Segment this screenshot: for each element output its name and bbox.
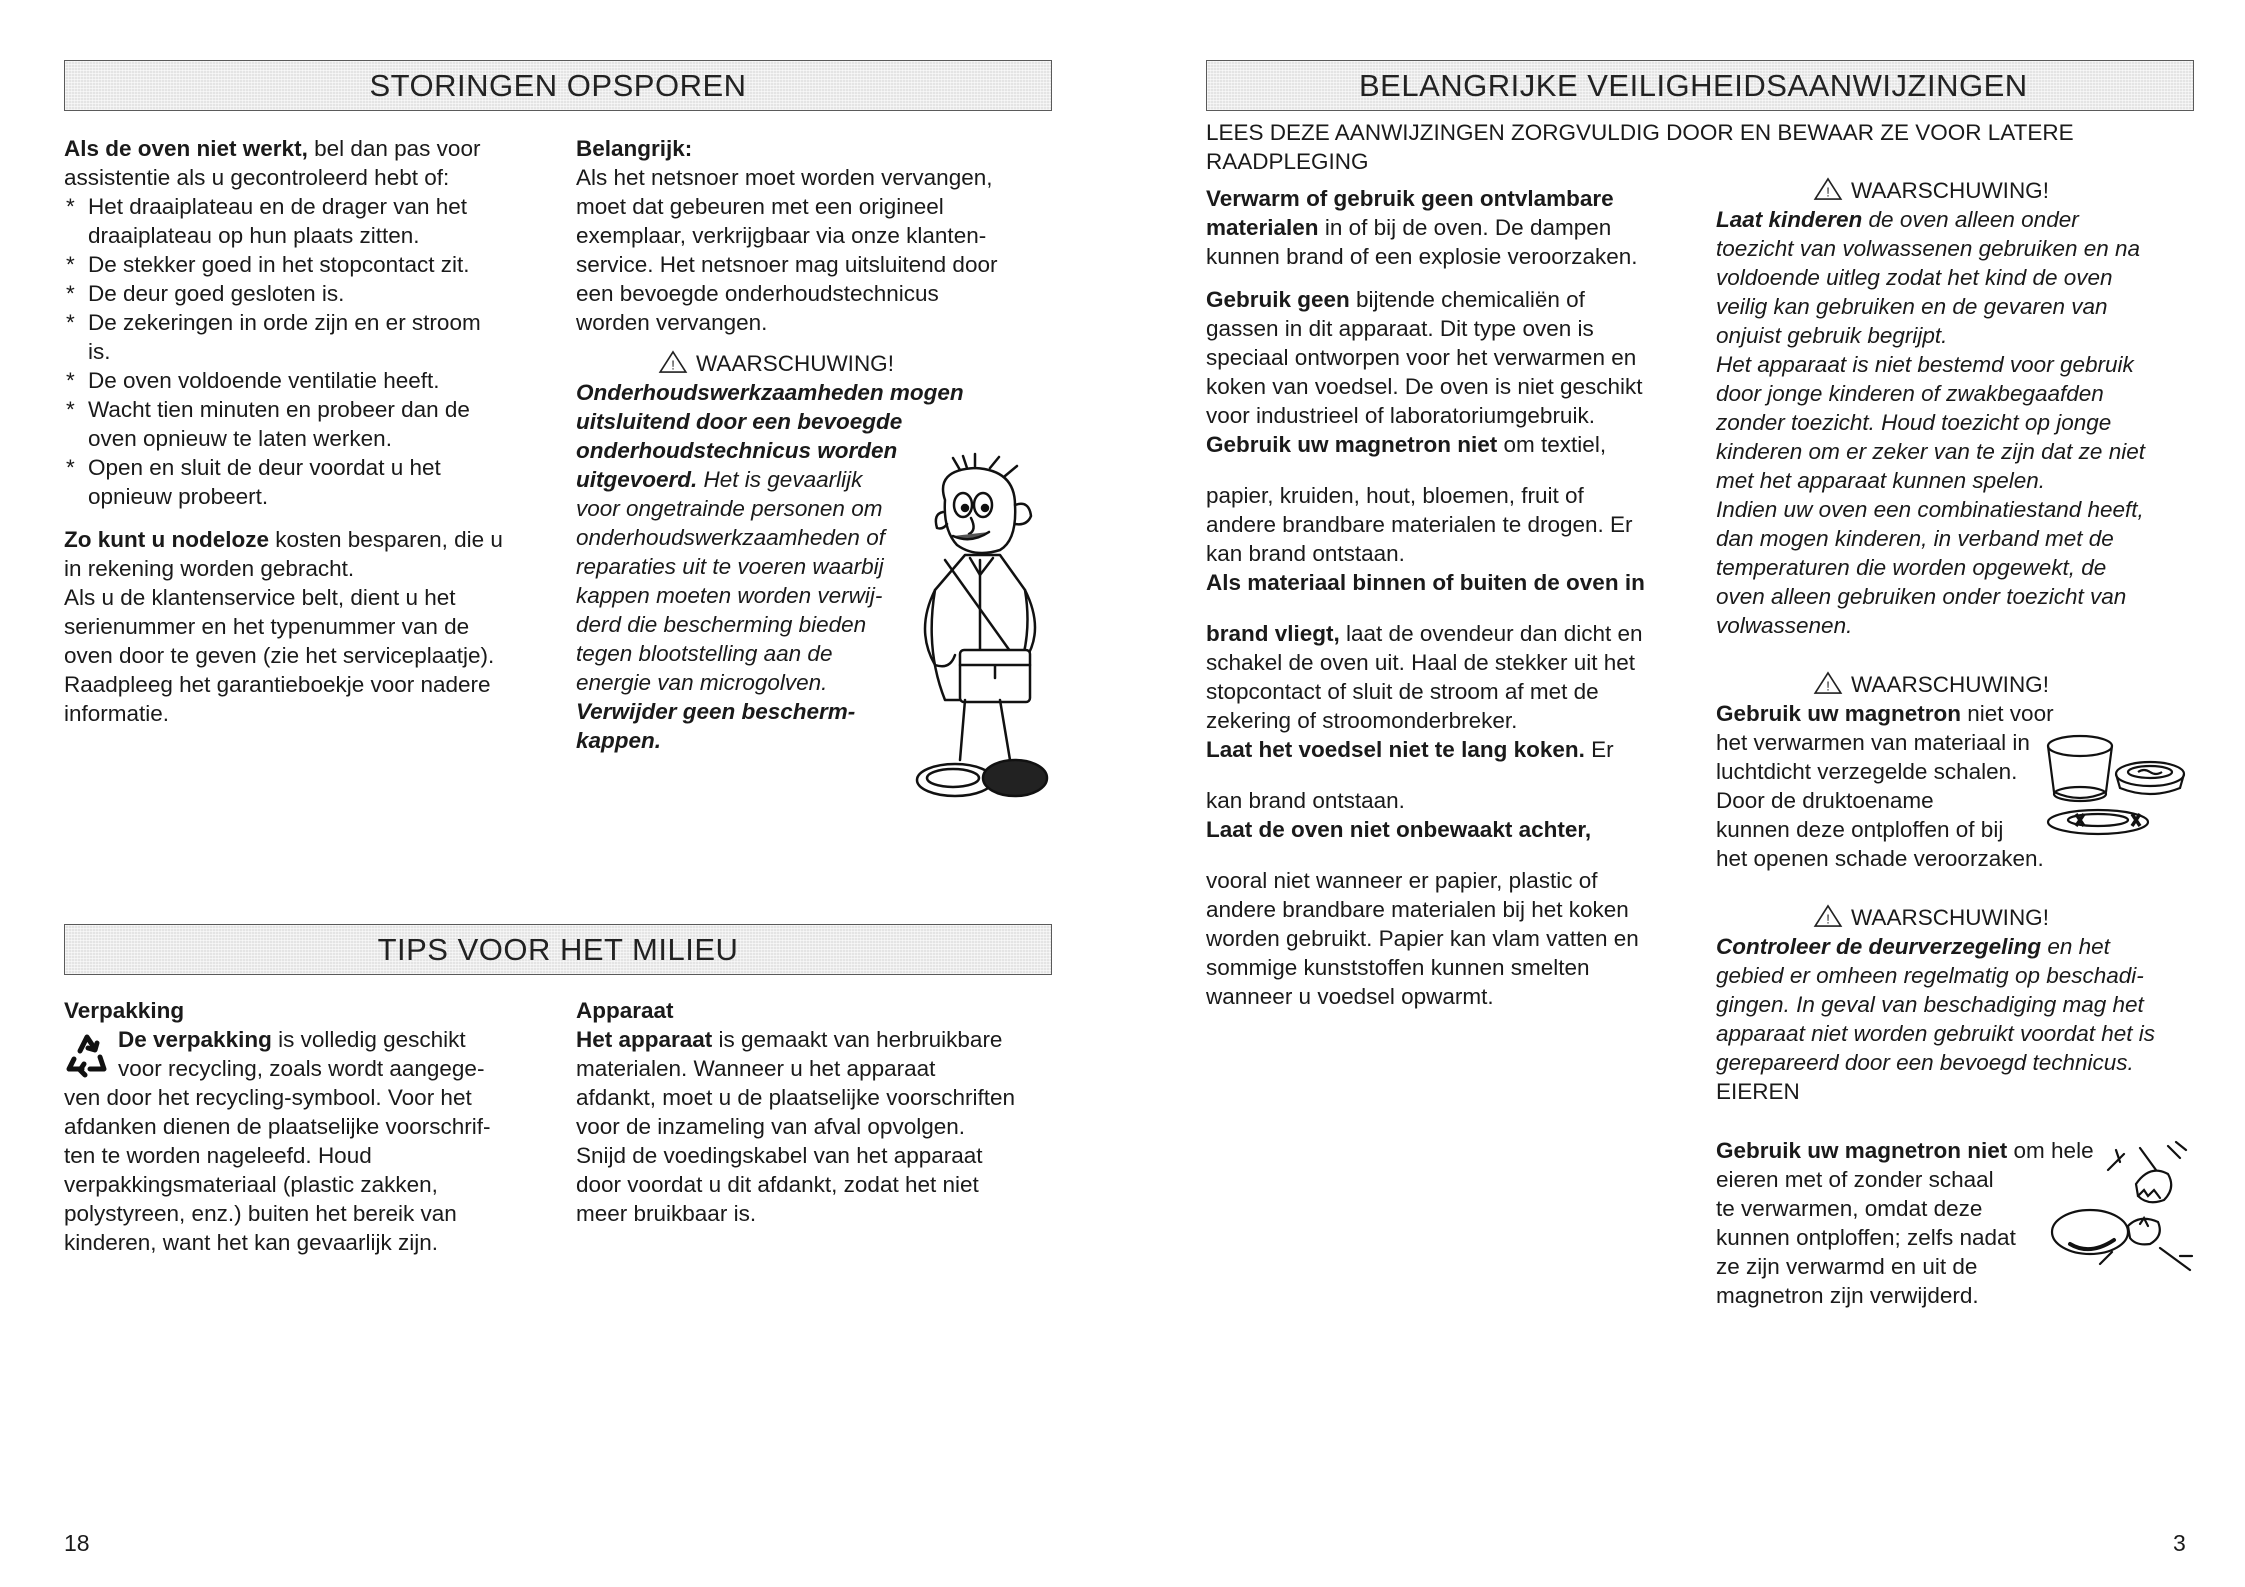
w2-line: het openen schade veroorzaken. — [1716, 846, 2044, 871]
checklist-item — [64, 279, 554, 308]
p4-paragraph — [1206, 648, 1696, 735]
warning-heading-3 — [1716, 903, 2146, 932]
verpakking-line: verpakkingsmateriaal (plastic zakken, — [64, 1172, 438, 1197]
checklist-item-line: De zekeringen in orde zijn en er stroom — [88, 310, 481, 335]
p3-line: andere brandbare materialen te drogen. Er — [1206, 512, 1633, 537]
p6-line: worden gebruikt. Papier kan vlam vatten en — [1206, 926, 1639, 951]
p2-line: voor industrieel of laboratoriumgebruik. — [1206, 403, 1595, 428]
p1-rest: in of bij de oven. De dampen — [1318, 215, 1612, 240]
intro-rest: bel dan pas voor — [307, 136, 481, 161]
apparaat-line: Snijd de voedingskabel van het apparaat — [576, 1143, 983, 1168]
svg-text:!: ! — [671, 357, 675, 373]
banner-belangrijke-veiligheidsaanwijzingen: BELANGRIJKE VEILIGHEIDSAANWIJZINGEN — [1206, 60, 2194, 111]
p3-paragraph — [1206, 481, 1696, 568]
warning-heading — [576, 349, 976, 378]
warning-italic-line: voor ongetrainde personen om — [576, 496, 883, 521]
p5-bold: Laat het voedsel niet te lang koken. — [1206, 737, 1585, 762]
eggs-line: kunnen ontploffen; zelfs nadat — [1716, 1225, 2016, 1250]
warning-label: WAARSCHUWING! — [696, 351, 894, 376]
p4-bold-line2: brand vliegt, — [1206, 621, 1340, 646]
w3-line: gerepareerd door een bevoegd technicus. — [1716, 1050, 2134, 1075]
intro-line: RAADPLEGING — [1206, 149, 1369, 174]
warning-bold-inline: uitgevoerd. — [576, 467, 698, 492]
milieu-column-1 — [64, 996, 564, 1257]
p1-bold-line2: materialen — [1206, 215, 1319, 240]
checklist-item-line: draaiplateau op hun plaats zitten. — [88, 223, 420, 248]
storingen-column-1 — [64, 134, 554, 728]
warning-heading-1 — [1716, 176, 2146, 205]
costs-line: serienummer en het typenummer van de — [64, 614, 470, 639]
belangrijk-line: exemplaar, verkrijgbaar via onze klanten- — [576, 223, 987, 248]
p2-paragraph — [1206, 314, 1696, 430]
intro-bold: Als de oven niet werkt, — [64, 136, 308, 161]
w1-paragraph — [1716, 234, 2196, 640]
costs-line: informatie. — [64, 701, 170, 726]
p2-line: koken van voedsel. De oven is niet geschikt — [1206, 374, 1643, 399]
bullet-asterisk: * — [66, 310, 75, 335]
checklist-item — [64, 453, 554, 511]
w2-line: Door de druktoename — [1716, 788, 1934, 813]
warning-heading-2 — [1716, 670, 2146, 699]
w1-line: dan mogen kinderen, in verband met de — [1716, 526, 2114, 551]
p4-bold-line1: Als materiaal binnen of buiten de oven in — [1206, 570, 1645, 595]
checklist-item — [64, 395, 554, 453]
banner-tips-voor-het-milieu: TIPS VOOR HET MILIEU — [64, 924, 1052, 975]
w1-bold: Laat kinderen — [1716, 207, 1863, 232]
svg-text:!: ! — [1826, 184, 1830, 200]
warning-italic-line: kappen moeten worden verwij- — [576, 583, 883, 608]
p2-bold: Gebruik geen — [1206, 287, 1350, 312]
svg-text:!: ! — [1826, 678, 1830, 694]
warning-triangle-icon — [1813, 672, 1843, 694]
costs-rest: kosten besparen, die u — [268, 527, 503, 552]
checklist-item-line: oven opnieuw te laten werken. — [88, 426, 392, 451]
p2-line: speciaal ontworpen voor het verwarmen en — [1206, 345, 1637, 370]
p3-line: papier, kruiden, hout, bloemen, fruit of — [1206, 483, 1584, 508]
w3-rest: en het — [2041, 934, 2110, 959]
costs-line: oven door te geven (zie het serviceplaatje). — [64, 643, 495, 668]
apparaat-paragraph — [576, 1054, 1056, 1228]
p4-line: schakel de oven uit. Haal de stekker uit het — [1206, 650, 1635, 675]
verpakking-line: afdanken dienen de plaatselijke voorschrif- — [64, 1114, 491, 1139]
warning-bold-text — [576, 378, 1056, 465]
warning-italic-line: onderhoudswerkzaamheden of — [576, 525, 885, 550]
verpakking-paragraph — [64, 1083, 564, 1257]
eggs-line: magnetron zijn verwijderd. — [1716, 1283, 1979, 1308]
apparaat-line: afdankt, moet u de plaatselijke voorschriften — [576, 1085, 1015, 1110]
p3-bold: Gebruik uw magnetron niet — [1206, 432, 1498, 457]
verpakking-rest: is volledig geschikt — [271, 1027, 466, 1052]
w3-paragraph — [1716, 961, 2196, 1077]
w1-line: temperaturen die worden opgewekt, de — [1716, 555, 2107, 580]
w1-line: oven alleen gebruiken onder toezicht van — [1716, 584, 2127, 609]
costs-line: Als u de klantenservice belt, dient u het — [64, 585, 456, 610]
p6-line: vooral niet wanneer er papier, plastic of — [1206, 868, 1598, 893]
w1-line: kinderen om er zeker van te zijn dat ze niet — [1716, 439, 2145, 464]
p4-line: stopcontact of sluit de stroom af met de — [1206, 679, 1599, 704]
p4-line: zekering of stroomonderbreker. — [1206, 708, 1518, 733]
bullet-asterisk: * — [66, 455, 75, 480]
costs-paragraph — [64, 554, 554, 728]
w2-line: luchtdicht verzegelde schalen. — [1716, 759, 2018, 784]
bullet-asterisk: * — [66, 397, 75, 422]
p1-line3: kunnen brand of een explosie veroorzaken. — [1206, 244, 1638, 269]
warning-label: WAARSCHUWING! — [1851, 672, 2049, 697]
w2-line: het verwarmen van materiaal in — [1716, 730, 2030, 755]
warning-italic-line: reparaties uit te voeren waarbij — [576, 554, 884, 579]
belangrijk-line: service. Het netsnoer mag uitsluitend door — [576, 252, 998, 277]
belangrijk-title: Belangrijk: — [576, 136, 693, 161]
warning-end-line: kappen. — [576, 728, 662, 753]
belangrijk-line: moet dat gebeuren met een origineel — [576, 194, 944, 219]
w1-line: zonder toezicht. Houd toezicht op jonge — [1716, 410, 2112, 435]
checklist-item — [64, 192, 554, 250]
w1-line: met het apparaat kunnen spelen. — [1716, 468, 2045, 493]
checklist-item-line: De stekker goed in het stopcontact zit. — [88, 252, 470, 277]
eggs-line: te verwarmen, omdat deze — [1716, 1196, 1983, 1221]
sealed-containers-illustration — [2038, 722, 2188, 842]
apparaat-rest: is gemaakt van herbruikbare — [712, 1027, 1003, 1052]
warning-triangle-icon — [1813, 178, 1843, 200]
w1-line: volwassenen. — [1716, 613, 1853, 638]
bullet-asterisk: * — [66, 281, 75, 306]
warning-italic-line: derd die bescherming bieden — [576, 612, 867, 637]
bullet-asterisk: * — [66, 252, 75, 277]
p6-line: sommige kunststoffen kunnen smelten — [1206, 955, 1590, 980]
svg-text:!: ! — [1826, 911, 1830, 927]
eggs-line: ze zijn verwarmd en uit de — [1716, 1254, 1978, 1279]
p6-paragraph — [1206, 866, 1696, 1011]
verpakking-title: Verpakking — [64, 998, 185, 1023]
w1-line: Indien uw oven een combinatiestand heeft, — [1716, 497, 2144, 522]
checklist-item-line: De deur goed gesloten is. — [88, 281, 345, 306]
p3-line: kan brand ontstaan. — [1206, 541, 1405, 566]
checklist-item-line: opnieuw probeert. — [88, 484, 269, 509]
belangrijk-line: Als het netsnoer moet worden vervangen, — [576, 165, 993, 190]
warning-triangle-icon — [1813, 905, 1843, 927]
checklist-item — [64, 308, 554, 366]
apparaat-line: meer bruikbaar is. — [576, 1201, 757, 1226]
warning-italic-inline: Het is gevaarlijk — [697, 467, 863, 492]
intro-line: LEES DEZE AANWIJZINGEN ZORGVULDIG DOOR EN BEWAAR ZE VOOR LATERE — [1206, 120, 2074, 145]
checklist-item — [64, 250, 554, 279]
checklist-item-line: Het draaiplateau en de drager van het — [88, 194, 468, 219]
p2-rest: bijtende chemicaliën of — [1349, 287, 1585, 312]
checklist-item-line: De oven voldoende ventilatie heeft. — [88, 368, 440, 393]
verpakking-bold: De verpakking — [118, 1027, 272, 1052]
w2-line: kunnen deze ontploffen of bij — [1716, 817, 2004, 842]
verpakking-line-2: voor recycling, zoals wordt aangege- — [118, 1056, 485, 1081]
page-number-right: 3 — [2173, 1530, 2186, 1556]
warning-italic-line: tegen blootstelling aan de — [576, 641, 833, 666]
bullet-asterisk: * — [66, 194, 75, 219]
apparaat-line: materialen. Wanneer u het apparaat — [576, 1056, 936, 1081]
w3-line: gebied er omheen regelmatig op beschadi- — [1716, 963, 2144, 988]
eggs-illustration — [2040, 1140, 2200, 1280]
eieren-heading: EIEREN — [1716, 1079, 1800, 1104]
recycling-icon — [64, 1029, 110, 1079]
verpakking-line: polystyreen, enz.) buiten het bereik van — [64, 1201, 457, 1226]
p6-line: andere brandbare materialen bij het koken — [1206, 897, 1629, 922]
warning-bold-line: onderhoudstechnicus worden — [576, 438, 898, 463]
page-number-left: 18 — [64, 1530, 90, 1556]
p1-bold-line1: Verwarm of gebruik geen ontvlambare — [1206, 186, 1614, 211]
w1-line: voldoende uitleg zodat het kind de oven — [1716, 265, 2113, 290]
bullet-asterisk: * — [66, 368, 75, 393]
checklist — [64, 192, 554, 511]
checklist-item-line: is. — [88, 339, 111, 364]
p2-line: gassen in dit apparaat. Dit type oven is — [1206, 316, 1594, 341]
w1-rest: de oven alleen onder — [1862, 207, 2079, 232]
belangrijk-line: worden vervangen. — [576, 310, 768, 335]
milieu-column-2 — [576, 996, 1056, 1228]
w1-line: door jonge kinderen of zwakbegaafden — [1716, 381, 2104, 406]
belangrijk-line: een bevoegde onderhoudstechnicus — [576, 281, 939, 306]
apparaat-title: Apparaat — [576, 998, 674, 1023]
checklist-item-line: Open en sluit de deur voordat u het — [88, 455, 441, 480]
apparaat-bold: Het apparaat — [576, 1027, 713, 1052]
banner-storingen-opsporen: STORINGEN OPSPOREN — [64, 60, 1052, 111]
w1-line: toezicht van volwassenen gebruiken en na — [1716, 236, 2141, 261]
verpakking-line: ten te worden nageleefd. Houd — [64, 1143, 372, 1168]
warning-label: WAARSCHUWING! — [1851, 905, 2049, 930]
costs-line: Raadpleeg het garantieboekje voor nadere — [64, 672, 491, 697]
technician-illustration — [905, 460, 1055, 840]
w1-line: Het apparaat is niet bestemd voor gebruik — [1716, 352, 2134, 377]
eggs-rest: om hele — [2007, 1138, 2094, 1163]
p6-line: wanneer u voedsel opwarmt. — [1206, 984, 1494, 1009]
costs-line: in rekening worden gebracht. — [64, 556, 355, 581]
p5-line2: kan brand ontstaan. — [1206, 788, 1405, 813]
warning-triangle-icon — [658, 351, 688, 373]
warning-label: WAARSCHUWING! — [1851, 178, 2049, 203]
apparaat-line: voor de inzameling van afval opvolgen. — [576, 1114, 965, 1139]
safety-column-1 — [1206, 184, 1696, 1011]
belangrijk-paragraph — [576, 163, 1056, 337]
checklist-item-line: Wacht tien minuten en probeer dan de — [88, 397, 470, 422]
warning-end-line: Verwijder geen bescherm- — [576, 699, 856, 724]
verpakking-line: ven door het recycling-symbool. Voor het — [64, 1085, 472, 1110]
warning-italic-line: energie van microgolven. — [576, 670, 828, 695]
verpakking-line: kinderen, want het kan gevaarlijk zijn. — [64, 1230, 438, 1255]
w1-line: veilig kan gebruiken en de gevaren van — [1716, 294, 2108, 319]
w3-bold: Controleer de deurverzegeling — [1716, 934, 2042, 959]
eggs-line: eieren met of zonder schaal — [1716, 1167, 1994, 1192]
p6-bold: Laat de oven niet onbewaakt achter, — [1206, 817, 1592, 842]
intro-line-2: assistentie als u gecontroleerd hebt of: — [64, 165, 450, 190]
p3-rest: om textiel, — [1497, 432, 1607, 457]
w3-line: gingen. In geval van beschadiging mag het — [1716, 992, 2144, 1017]
p4-rest: laat de ovendeur dan dicht en — [1339, 621, 1643, 646]
intro-block — [1206, 118, 2196, 176]
w1-line: onjuist gebruik begrijpt. — [1716, 323, 1948, 348]
checklist-item — [64, 366, 554, 395]
eggs-bold: Gebruik uw magnetron niet — [1716, 1138, 2008, 1163]
w2-bold: Gebruik uw magnetron — [1716, 701, 1962, 726]
apparaat-line: door voordat u dit afdankt, zodat het niet — [576, 1172, 979, 1197]
w3-line: apparaat niet worden gebruikt voordat het is — [1716, 1021, 2156, 1046]
warning-bold-line: Onderhoudswerkzaamheden mogen — [576, 380, 964, 405]
p5-rest: Er — [1584, 737, 1614, 762]
w2-rest: niet voor — [1961, 701, 2054, 726]
costs-bold: Zo kunt u nodeloze — [64, 527, 269, 552]
warning-bold-line: uitsluitend door een bevoegde — [576, 409, 903, 434]
